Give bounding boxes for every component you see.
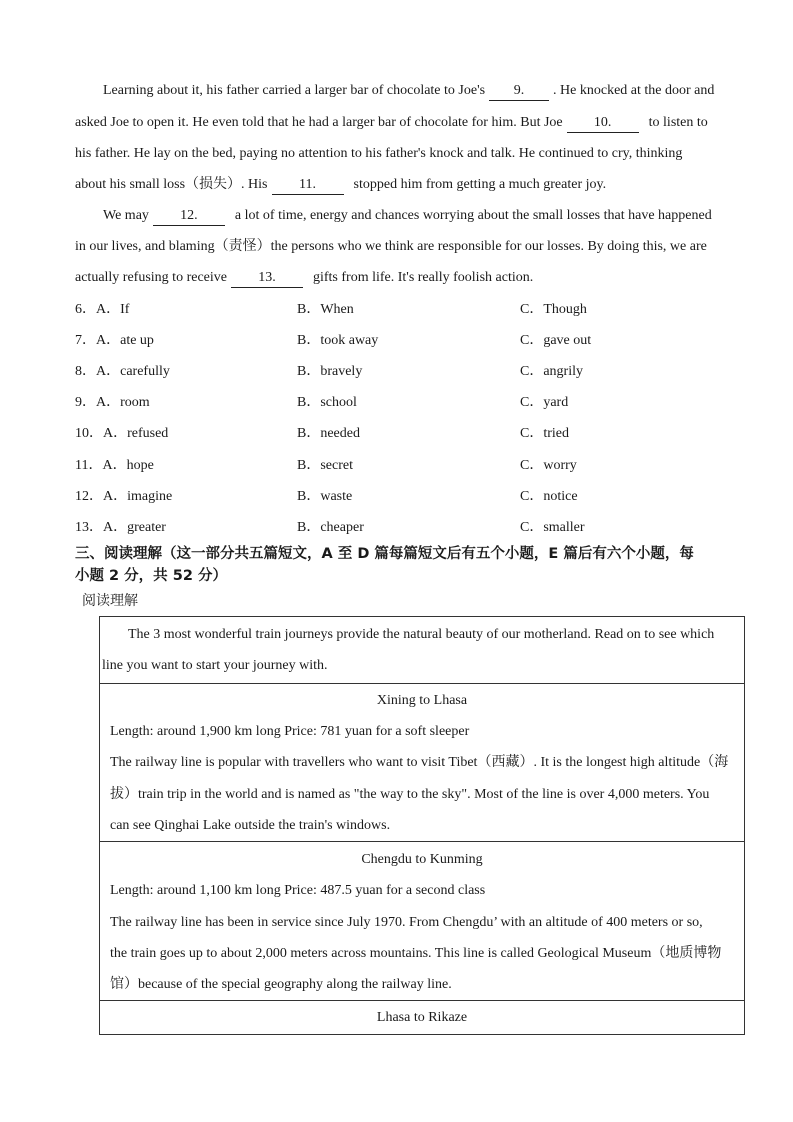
blank-9: 9.	[489, 82, 549, 101]
table-intro: The 3 most wonderful train journeys provide the natural beauty of our motherland. Read on to see which	[128, 627, 715, 642]
reading-table	[99, 616, 745, 1035]
passage-line: his father. He lay on the bed, paying no attention to his father's knock and talk. He continued to cry, thinking	[75, 146, 683, 161]
blank-10: 10.	[567, 114, 639, 133]
blank-12: 12.	[153, 207, 225, 226]
passage-line: in our lives, and blaming（责怪）the persons who we think are responsible for our losses. By doing this, we are	[75, 239, 707, 254]
passage-line	[75, 113, 708, 133]
option-a: 10．A．refused	[75, 426, 169, 441]
route-title: Xining to Lhasa	[376, 693, 468, 708]
passage-text: . He knocked at the door and	[553, 83, 715, 98]
route-text: 拔）train trip in the world and is named as "the way to the sky". Most of the line is over 4,000 meters. You	[110, 787, 710, 802]
passage-line	[103, 206, 712, 226]
route-title: Lhasa to Rikaze	[376, 1010, 468, 1025]
option-a: 11．A．hope	[75, 458, 154, 473]
passage-text: stopped him from getting a much greater joy.	[353, 177, 607, 192]
passage-text: actually refusing to receive	[75, 270, 227, 285]
option-b: B．school	[297, 395, 357, 410]
route-text: Length: around 1,100 km long Price: 487.5 yuan for a second class	[110, 883, 486, 898]
passage-text: We may	[103, 208, 149, 223]
passage-text: about his small loss（损失）. His	[75, 177, 268, 192]
route-text: The railway line is popular with travellers who want to visit Tibet（西藏）. It is the longest high altitude（海	[110, 755, 729, 770]
option-a: 9．A．room	[75, 395, 150, 410]
option-b: B．cheaper	[297, 520, 364, 535]
option-a: 12．A．imagine	[75, 489, 173, 504]
option-c: C．notice	[520, 489, 578, 504]
table-row	[100, 1000, 744, 1035]
section-heading: 小题 2 分，共 52 分）	[75, 568, 227, 584]
option-b: B．bravely	[297, 364, 363, 379]
route-text: 馆）because of the special geography along the railway line.	[110, 977, 452, 992]
passage-text: a lot of time, energy and chances worrying about the small losses that have happened	[234, 208, 712, 223]
table-intro: line you want to start your journey with.	[102, 658, 328, 673]
option-c: C．gave out	[520, 333, 592, 348]
option-c: C．worry	[520, 458, 577, 473]
route-text: the train goes up to about 2,000 meters across mountains. This line is called Geological Museum（地质博物	[110, 946, 722, 961]
option-a: 8．A．carefully	[75, 364, 170, 379]
passage-line	[103, 81, 714, 101]
route-text: can see Qinghai Lake outside the train's windows.	[110, 818, 391, 833]
option-b: B．took away	[297, 333, 379, 348]
option-b: B．When	[297, 302, 354, 317]
passage-line	[75, 268, 533, 288]
option-a: 13．A．greater	[75, 520, 166, 535]
blank-11: 11.	[272, 176, 344, 195]
table-row	[100, 841, 744, 1001]
option-c: C．yard	[520, 395, 569, 410]
passage-line	[75, 175, 606, 195]
section-heading: 三、阅读理解（这一部分共五篇短文，A 至 D 篇每篇短文后有五个小题，E 篇后有六个小题，每	[75, 546, 694, 562]
option-b: B．secret	[297, 458, 353, 473]
option-b: B．needed	[297, 426, 360, 441]
option-c: C．angrily	[520, 364, 583, 379]
passage-text: Learning about it, his father carried a larger bar of chocolate to Joe's	[103, 83, 486, 98]
route-text: The railway line has been in service since July 1970. From Chengdu’ with an altitude of 400 meters or so,	[110, 915, 703, 930]
option-b: B．waste	[297, 489, 353, 504]
route-title: Chengdu to Kunming	[361, 852, 483, 867]
option-c: C．smaller	[520, 520, 585, 535]
passage-text: gifts from life. It's really foolish action.	[312, 270, 534, 285]
passage-text: to listen to	[648, 115, 708, 130]
passage-text: asked Joe to open it. He even told that he had a larger bar of chocolate for him. But Joe	[75, 115, 563, 130]
route-text: Length: around 1,900 km long Price: 781 yuan for a soft sleeper	[110, 724, 470, 739]
option-c: C．tried	[520, 426, 569, 441]
blank-13: 13.	[231, 269, 303, 288]
option-c: C．Though	[520, 302, 587, 317]
option-a: 6．A．If	[75, 302, 130, 317]
option-a: 7．A．ate up	[75, 333, 154, 348]
table-row	[100, 683, 744, 842]
section-label: 阅读理解	[82, 594, 138, 609]
